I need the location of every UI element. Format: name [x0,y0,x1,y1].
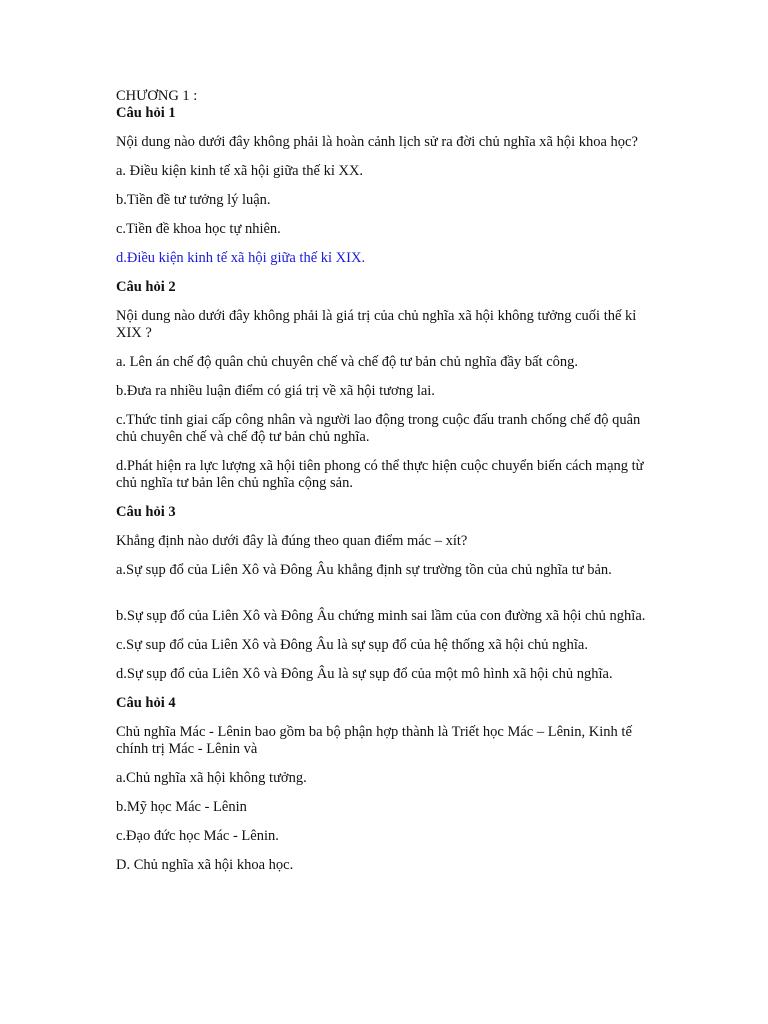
question-1 [116,105,656,267]
question-text: Chủ nghĩa Mác - Lênin bao gồm ba bộ phận hợp thành là Triết học Mác – Lênin, Kinh tế chính trị Mác - Lênin và [116,724,632,757]
option-d: d.Phát hiện ra lực lượng xã hội tiên phong có thể thực hiện cuộc chuyển biến cách mạng từ chủ nghĩa tư bản lên chủ nghĩa cộng sản. [116,458,644,491]
question-2 [116,279,656,492]
option-b: b.Sự sụp đổ của Liên Xô và Đông Âu chứng minh sai lầm của con đường xã hội chủ nghĩa. [116,608,646,624]
question-title: Câu hỏi 4 [116,695,176,711]
question-title: Câu hỏi 1 [116,105,176,121]
option-a: a.Sự sụp đổ của Liên Xô và Đông Âu khẳng định sự trường tồn của chủ nghĩa tư bản. [116,562,612,578]
option-a: a. Lên án chế độ quân chủ chuyên chế và chế độ tư bản chủ nghĩa đầy bất công. [116,354,579,370]
document-page [116,88,656,874]
option-c: c.Thức tỉnh giai cấp công nhân và người lao động trong cuộc đấu tranh chống chế độ quân chủ chuyên chế và chế độ tư bản chủ nghĩa. [116,412,641,445]
question-title: Câu hỏi 3 [116,504,176,520]
option-b: b.Đưa ra nhiều luận điểm có giá trị về xã hội tương lai. [116,383,435,399]
option-c: c.Tiền đề khoa học tự nhiên. [116,221,281,237]
question-text: Nội dung nào dưới đây không phải là hoàn cảnh lịch sử ra đời chủ nghĩa xã hội khoa học? [116,134,638,150]
question-text: Nội dung nào dưới đây không phải là giá trị của chủ nghĩa xã hội không tưởng cuối thế kỉ XIX ? [116,308,637,341]
question-text: Khẳng định nào dưới đây là đúng theo quan điểm mác – xít? [116,533,468,549]
option-a: a. Điều kiện kinh tế xã hội giữa thế kỉ XX. [116,163,364,179]
option-c: c.Sự sup đổ của Liên Xô và Đông Âu là sự sụp đổ của hệ thống xã hội chủ nghĩa. [116,637,588,653]
question-title: Câu hỏi 2 [116,279,176,295]
question-3 [116,504,656,683]
option-b: b.Mỹ học Mác - Lênin [116,799,247,815]
option-a: a.Chủ nghĩa xã hội không tưởng. [116,770,307,786]
question-4 [116,695,656,874]
option-d: D. Chủ nghĩa xã hội khoa học. [116,857,294,873]
option-b: b.Tiền đề tư tưởng lý luận. [116,192,271,208]
chapter-heading: CHƯƠNG 1 : [116,88,198,104]
option-d-correct: d.Điều kiện kinh tế xã hội giữa thế kỉ XIX. [116,250,366,266]
option-d: d.Sự sụp đổ của Liên Xô và Đông Âu là sự sụp đổ của một mô hình xã hội chủ nghĩa. [116,666,613,682]
option-c: c.Đạo đức học Mác - Lênin. [116,828,279,844]
